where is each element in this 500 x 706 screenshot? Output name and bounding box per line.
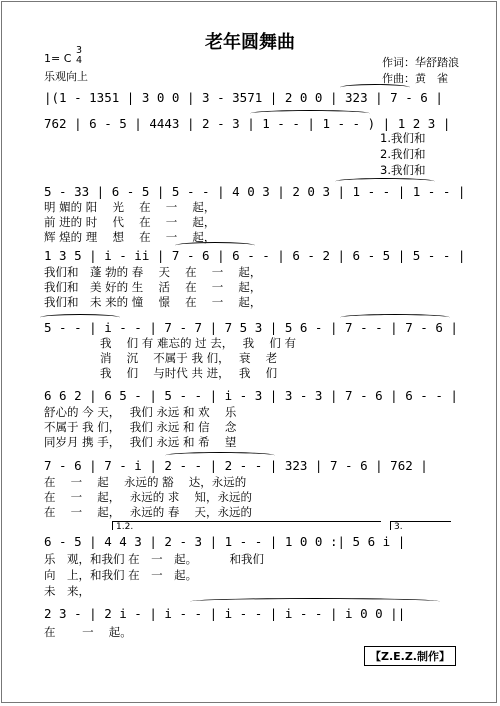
tie-arc [190, 598, 440, 605]
lyric-row-4-verse-2: 我们和 美 好的 生 活 在 一 起， [44, 280, 262, 294]
lyricist-credit: 作词：华舒踏浪 [382, 56, 459, 69]
notation-row-9: 2 3 - | 2 i - | i - - | i - - | i - - | i 0 0 || [44, 606, 406, 621]
lyric-row-6-verse-1: 舒心的 今 天， 我们 永远 和 欢 乐 [44, 405, 237, 419]
lyric-row-9-verse-1: 在 一 起。 [44, 625, 132, 639]
song-title: 老年圆舞曲 [205, 32, 295, 53]
lyric-row-5-verse-2: 消 沉 不属于 我 们， 衰 老 [100, 351, 278, 365]
lyric-row-8-verse-2: 向 上，和我们 在 一 起。 [44, 568, 198, 582]
notation-row-4: 1 3 5 | i - ii | 7 - 6 | 6 - - | 6 - 2 | 6 - 5 | 5 - - | [44, 248, 466, 263]
key-signature: 1= C [44, 52, 72, 65]
lyric-row-8-verse-1: 乐 观，和我们 在 一 起。 和我们 [44, 552, 265, 566]
slur-arc [335, 178, 435, 185]
slur-arc [175, 242, 255, 249]
volta-bracket-1: 1.2. [112, 521, 381, 530]
notation-row-2: 762 | 6 - 5 | 4443 | 2 - 3 | 1 - - | 1 - - ) | 1 2 3 | [44, 116, 451, 131]
lyric-row-2-verse-2: 2.我们和 [380, 147, 426, 161]
lyric-row-3-verse-2: 前 进的 时 代 在 一 起， [44, 215, 216, 229]
volta-bracket-2: 3. [390, 521, 451, 530]
notation-row-5: 5 - - | i - - | 7 - 7 | 7 5 3 | 5 6 - | 7 - - | 7 - 6 | [44, 320, 458, 335]
lyric-row-3-verse-3: 辉 煌的 理 想 在 一 起， [44, 230, 216, 244]
notation-row-3: 5 - 33 | 6 - 5 | 5 - - | 4 0 3 | 2 0 3 | 1 - - | 1 - - | [44, 184, 466, 199]
lyric-row-7-verse-2: 在 一 起， 永远的 求 知，永远的 [44, 490, 253, 504]
tempo-marking: 乐观向上 [44, 70, 88, 83]
producer-credit: 【Z.E.Z.制作】 [364, 646, 456, 666]
notation-row-7: 7 - 6 | 7 - i | 2 - - | 2 - - | 323 | 7 - 6 | 762 | [44, 458, 428, 473]
slur-arc [165, 452, 275, 459]
lyric-row-6-verse-3: 同岁月 携 手， 我们 永远 和 希 望 [44, 435, 237, 449]
notation-row-8: 6 - 5 | 4 4 3 | 2 - 3 | 1 - - | 1 0 0 :| 5 6 i | [44, 534, 406, 549]
lyric-row-8-verse-3: 未 来， [44, 584, 90, 598]
notation-row-6: 6 6 2 | 6 5 - | 5 - - | i - 3 | 3 - 3 | 7 - 6 | 6 - - | [44, 388, 458, 403]
slur-arc [250, 110, 370, 117]
lyric-row-2-verse-3: 3.我们和 [380, 163, 426, 177]
lyric-row-5-verse-1: 我 们 有 难忘的 过 去， 我 们 有 [100, 336, 296, 350]
slur-arc [340, 84, 410, 91]
lyric-row-7-verse-3: 在 一 起， 永远的 春 天，永远的 [44, 505, 253, 519]
composer-credit: 作曲：黄 雀 [382, 72, 448, 85]
slur-arc [340, 314, 450, 321]
lyric-row-4-verse-3: 我们和 未 来的 憧 憬 在 一 起， [44, 295, 262, 309]
lyric-row-2-verse-1: 1.我们和 [380, 131, 426, 145]
slur-arc [40, 314, 120, 321]
lyric-row-3-verse-1: 明 媚的 阳 光 在 一 起， [44, 200, 216, 214]
lyric-row-4-verse-1: 我们和 蓬 勃的 春 天 在 一 起， [44, 265, 262, 279]
notation-row-1: |(1 - 1351 | 3 0 0 | 3 - 3571 | 2 0 0 | 323 | 7 - 6 | [44, 90, 443, 105]
lyric-row-5-verse-3: 我 们 与时代 共 进， 我 们 [100, 366, 278, 380]
lyric-row-6-verse-2: 不属于 我 们， 我们 永远 和 信 念 [44, 420, 237, 434]
lyric-row-7-verse-1: 在 一 起 永远的 豁 达，永远的 [44, 475, 247, 489]
time-signature: 3 4 [76, 45, 83, 66]
